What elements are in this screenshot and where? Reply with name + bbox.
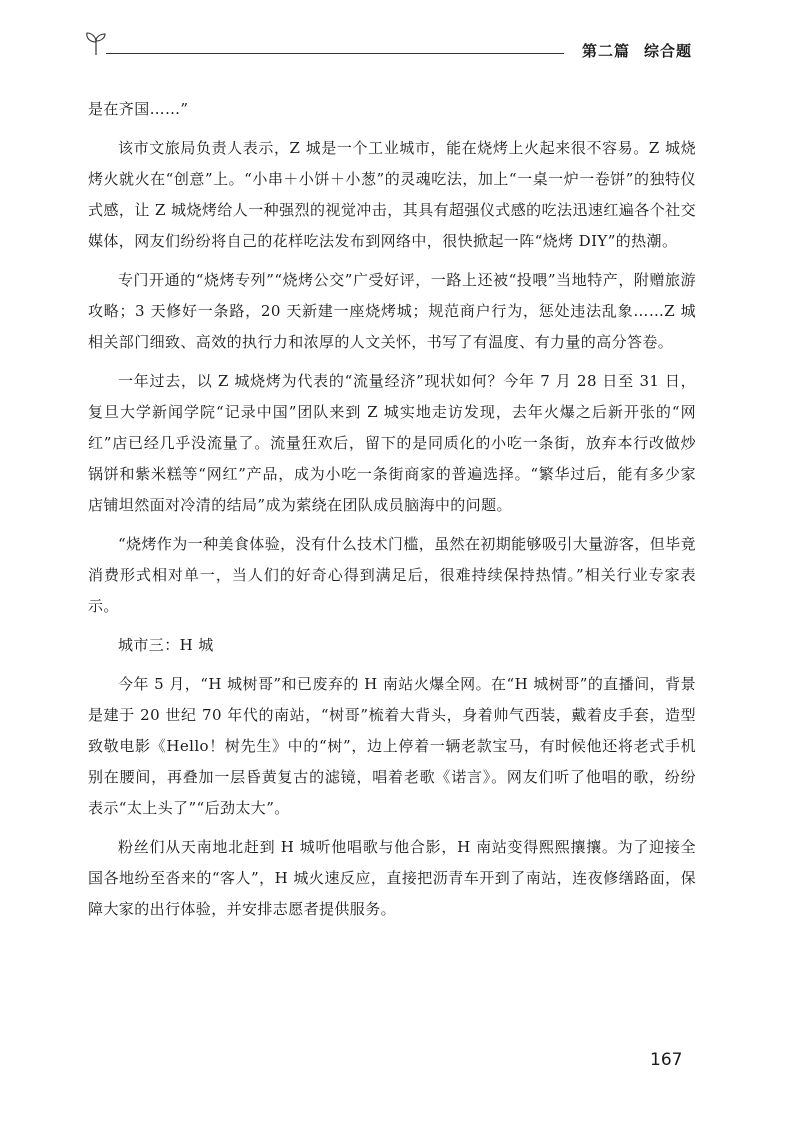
paragraph: “烧烤作为一种美食体验，没有什么技术门槛，虽然在初期能够吸引大量游客，但毕竟消费形式相对单一，当人们的好奇心得到满足后，很难持续保持热情。”相关行业专家表示。 [88, 535, 696, 615]
paragraph: 该市文旅局负责人表示，Z 城是一个工业城市，能在烧烤上火起来很不容易。Z 城烧烤火就火在“创意”上。“小串＋小饼＋小葱”的灵魂吃法，加上“一桌一炉一卷饼”的独特仪式感，让 Z 城烧烤给人一种强烈的视觉冲击，其具有超强仪式感的吃法迅速红遍各个社交媒体，网友们纷纷将自己的花样吃法发布到网络中，很快掀起一阵“烧烤 DIY”的热潮。 [88, 139, 696, 250]
sprout-icon [84, 30, 108, 56]
running-header [84, 28, 692, 68]
header-section: 综合题 [643, 42, 692, 60]
page-body [88, 94, 696, 933]
paragraph: 专门开通的“烧烤专列”“烧烤公交”广受好评，一路上还被“投喂”当地特产，附赠旅游攻略；3 天修好一条路，20 天新建一座烧烤城；规范商户行为，惩处违法乱象……Z 城相关部门细致、高效的执行力和浓厚的人文关怀，书写了有温度、有力量的高分答卷。 [88, 271, 696, 351]
paragraph: 是在齐国……” [88, 100, 189, 118]
paragraph: 一年过去，以 Z 城烧烤为代表的“流量经济”现状如何？今年 7 月 28 日至 31 日，复旦大学新闻学院“记录中国”团队来到 Z 城实地走访发现，去年火爆之后新开张的“网红”店已经几乎没流量了。流量狂欢后，留下的是同质化的小吃一条街，放弃本行改做炒锅饼和紫米糕等“网红”产品，成为小吃一条街商家的普遍选择。“繁华过后，能有多少家店铺坦然面对冷清的结局”成为萦绕在团队成员脑海中的问题。 [88, 372, 696, 514]
paragraph: 今年 5 月，“H 城树哥”和已废弃的 H 南站火爆全网。在“H 城树哥”的直播间，背景是建于 20 世纪 70 年代的南站，“树哥”梳着大背头，身着帅气西装，戴着皮手套，造型致敬电影《Hello！树先生》中的“树”，边上停着一辆老款宝马，有时候他还将老式手机别在腰间，再叠加一层昏黄复古的滤镜，唱着老歌《诺言》。网友们听了他唱的歌，纷纷表示“太上头了”“后劲太大”。 [88, 675, 696, 817]
header-rule [106, 53, 564, 54]
header-part: 第二篇 [581, 42, 630, 60]
paragraph: 粉丝们从天南地北赶到 H 城听他唱歌与他合影，H 南站变得熙熙攘攘。为了迎接全国各地纷至沓来的“客人”，H 城火速反应，直接把沥青车开到了南站，连夜修缮路面，保障大家的出行体验，并安排志愿者提供服务。 [88, 838, 696, 918]
page-number: 167 [650, 1050, 683, 1070]
section-heading: 城市三：H 城 [118, 636, 214, 654]
header-title [582, 40, 692, 61]
